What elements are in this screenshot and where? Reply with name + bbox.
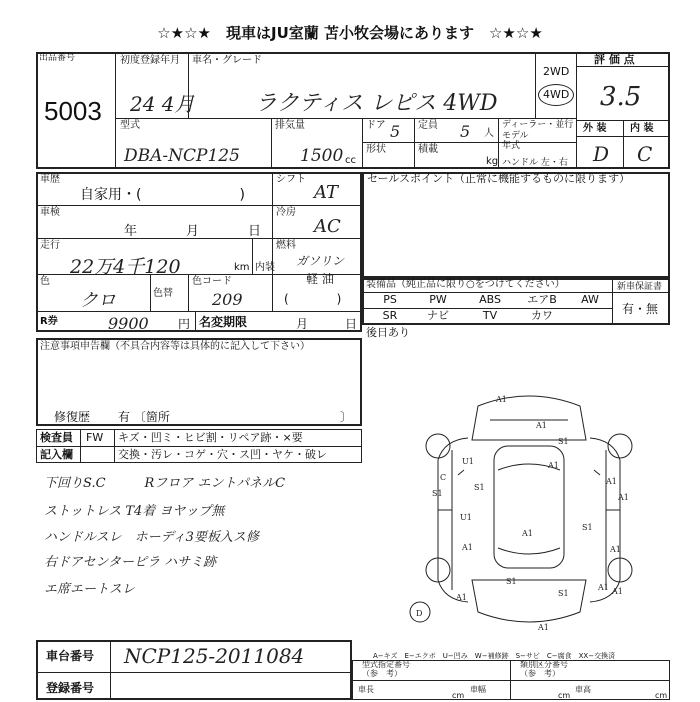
fuel-value: ガソリン bbox=[296, 254, 345, 268]
model-value: DBA-NCP125 bbox=[124, 146, 240, 166]
name-change-month: 月 bbox=[296, 317, 309, 331]
model-year-label: モデル 年式 bbox=[502, 131, 529, 151]
dims-unit-2: cm bbox=[558, 691, 571, 700]
inspection-year: 年 bbox=[124, 224, 138, 239]
divider bbox=[362, 142, 576, 143]
divider bbox=[36, 205, 362, 206]
divider bbox=[188, 274, 189, 311]
fuel-paren: ( ) bbox=[284, 292, 342, 306]
divider bbox=[352, 680, 670, 681]
color-label: 色 bbox=[40, 276, 50, 287]
rear-seat-label: 後日あり bbox=[366, 326, 410, 339]
repair-value: 有 〔箇所 bbox=[118, 410, 170, 424]
repair-label: 修復歴 bbox=[54, 410, 91, 424]
load-unit: kg bbox=[486, 156, 499, 167]
color-value: クロ bbox=[80, 290, 116, 311]
damage-mark: A1 bbox=[612, 587, 623, 596]
shift-value: AT bbox=[314, 182, 339, 203]
score-value: 3.5 bbox=[600, 82, 642, 112]
damage-mark: A1 bbox=[522, 529, 533, 538]
exterior-value: D bbox=[593, 142, 610, 166]
color-swap-label: 色替 bbox=[153, 288, 173, 299]
category-class-label: 類別区分番号 （参 考） bbox=[520, 660, 568, 678]
equip-tv: TV bbox=[482, 309, 498, 322]
damage-mark: A1 bbox=[462, 543, 473, 552]
damage-mark: A1 bbox=[536, 421, 547, 430]
mileage-value: 22万4千120 bbox=[70, 256, 181, 278]
repair-close: 〕 bbox=[340, 410, 353, 424]
inspection-label: 車検 bbox=[40, 207, 60, 218]
name-change-day: 日 bbox=[345, 317, 358, 331]
divider bbox=[362, 118, 363, 169]
damage-mark: C bbox=[440, 473, 447, 482]
inspection-month: 月 bbox=[186, 224, 200, 239]
inspector-label2: 記入欄 bbox=[40, 448, 73, 461]
divider bbox=[535, 52, 536, 118]
dealer-label: ディーラー・並行 bbox=[502, 120, 574, 130]
handle-label: ハンドル 左・右 bbox=[502, 158, 568, 168]
damage-mark: U1 bbox=[462, 457, 474, 466]
sales-box bbox=[362, 172, 670, 278]
inspector-legend1: キズ・凹ミ・ヒビ割・リペア跡・×要 bbox=[118, 431, 303, 444]
inspector-legend2: 交換・汚レ・コゲ・穴・ス凹・ヤケ・破レ bbox=[118, 448, 327, 461]
equipment-label: 装備品（純正品に限り○をつけてください） bbox=[366, 279, 565, 290]
damage-mark: S1 bbox=[474, 483, 485, 492]
reg-value: 24 4月 bbox=[130, 92, 195, 116]
name-label: 車名・グレード bbox=[192, 55, 262, 66]
warranty-value: 有・無 bbox=[622, 302, 659, 316]
recycle-value: 9900 bbox=[108, 314, 149, 333]
mileage-label: 走行 bbox=[40, 240, 60, 251]
divider bbox=[498, 118, 499, 169]
remark-line: 下回りS.C Rフロア エントパネルC bbox=[44, 476, 286, 491]
fuel-light: 軽 油 bbox=[306, 272, 334, 286]
drive-2wd: 2WD bbox=[543, 65, 570, 78]
displacement-unit: cc bbox=[345, 155, 356, 166]
divider bbox=[576, 66, 670, 67]
model-class-label: 型式指定番号 （参 考） bbox=[362, 660, 410, 678]
displacement-value: 1500 bbox=[300, 146, 344, 166]
diagram-legend: A−キズ E−エクボ U−凹み W−補修跡 S−サビ C−腐食 XX−交換済 bbox=[373, 652, 616, 660]
chassis-label: 車台番号 bbox=[46, 649, 95, 663]
divider bbox=[252, 238, 253, 274]
dims-unit-3: cm bbox=[655, 691, 668, 700]
damage-mark: S1 bbox=[558, 589, 569, 598]
name-change-label: 名変期限 bbox=[199, 315, 248, 329]
equip-sr: SR bbox=[382, 309, 398, 322]
load-label: 積載 bbox=[418, 144, 438, 155]
remark-line: エ席エートスレ bbox=[44, 582, 135, 597]
divider bbox=[576, 52, 577, 169]
damage-mark: A1 bbox=[598, 583, 609, 592]
mileage-meter: 内装 bbox=[255, 262, 275, 273]
damage-mark: A1 bbox=[496, 395, 507, 404]
remark-line: 右ドアセンターピラ ハサミ跡 bbox=[44, 555, 217, 570]
inspection-day: 日 bbox=[248, 224, 262, 239]
divider bbox=[36, 672, 352, 673]
displacement-label: 排気量 bbox=[275, 120, 305, 131]
door-label: ドア bbox=[366, 120, 386, 131]
divider bbox=[414, 118, 415, 169]
dims-unit-1: cm bbox=[452, 691, 465, 700]
interior-value: C bbox=[637, 142, 653, 166]
divider bbox=[80, 429, 81, 463]
history-value: 自家用・( ) bbox=[80, 187, 245, 203]
capacity-label: 定員 bbox=[418, 120, 438, 131]
equip-aw: AW bbox=[581, 293, 599, 306]
damage-mark: S1 bbox=[558, 437, 569, 446]
door-value: 5 bbox=[390, 122, 401, 141]
fuel-label: 燃料 bbox=[276, 240, 296, 251]
chassis-value: NCP125-2011084 bbox=[124, 644, 305, 668]
car-damage-diagram bbox=[398, 380, 660, 640]
inspector-label1: 検査員 bbox=[40, 431, 73, 444]
damage-mark: S1 bbox=[432, 489, 443, 498]
damage-mark: S1 bbox=[582, 523, 593, 532]
damage-mark: U1 bbox=[460, 513, 472, 522]
aircon-value: AC bbox=[314, 216, 341, 237]
reg-label: 初度登録年月 bbox=[120, 55, 180, 66]
recycle-label: R券 bbox=[40, 316, 58, 327]
drive-4wd: 4WD bbox=[543, 88, 570, 101]
damage-mark: D bbox=[416, 609, 423, 618]
inspector-fw: FW bbox=[86, 431, 104, 444]
model-label: 型式 bbox=[120, 120, 140, 131]
divider bbox=[150, 274, 151, 311]
capacity-unit: 人 bbox=[484, 128, 494, 139]
equip-navi: ナビ bbox=[427, 309, 449, 322]
divider bbox=[36, 446, 362, 447]
damage-mark: S1 bbox=[506, 577, 517, 586]
equip-ps: PS bbox=[383, 293, 397, 306]
interior-label: 内 装 bbox=[630, 123, 654, 134]
warranty-label: 新車保証書 bbox=[617, 282, 663, 292]
divider bbox=[114, 429, 115, 463]
damage-mark: A1 bbox=[538, 623, 549, 632]
divider bbox=[195, 311, 196, 332]
score-label: 評 価 点 bbox=[594, 53, 635, 66]
equip-abs: ABS bbox=[479, 293, 501, 306]
name-value: ラクティス レピス 4WD bbox=[255, 91, 498, 116]
divider bbox=[623, 120, 624, 169]
color-code: 209 bbox=[212, 290, 243, 309]
damage-mark: A1 bbox=[606, 477, 617, 486]
damage-mark: A1 bbox=[456, 593, 467, 602]
divider bbox=[110, 640, 111, 700]
dims-width: 車幅 bbox=[470, 685, 486, 694]
recycle-unit: 円 bbox=[178, 317, 191, 331]
damage-mark: A1 bbox=[618, 493, 629, 502]
damage-mark: A1 bbox=[610, 545, 621, 554]
regno-label: 登録番号 bbox=[46, 681, 95, 695]
page-title: ☆★☆★ 現車はJU室蘭 苫小牧会場にあります ☆★☆★ bbox=[157, 24, 543, 42]
shape-label: 形状 bbox=[366, 144, 386, 155]
lot-label: 出品番号 bbox=[39, 53, 76, 63]
history-label: 車歴 bbox=[40, 174, 60, 185]
divider bbox=[272, 172, 273, 311]
capacity-value: 5 bbox=[460, 122, 471, 141]
equip-leather: カワ bbox=[531, 309, 553, 322]
lot-number: 5003 bbox=[44, 96, 102, 126]
exterior-label: 外 装 bbox=[583, 123, 607, 134]
dims-height: 車高 bbox=[575, 685, 591, 694]
equip-pw: PW bbox=[429, 293, 447, 306]
shift-label: シフト bbox=[276, 174, 306, 185]
dims-length: 車長 bbox=[358, 685, 374, 694]
divider bbox=[612, 278, 613, 325]
sales-label: セールスポイント（正常に機能するものに限ります） bbox=[367, 172, 631, 185]
aircon-label: 冷房 bbox=[276, 207, 296, 218]
equip-airbag: エアB bbox=[527, 293, 557, 306]
notes-label: 注意事項申告欄（不具合内容等は具体的に記入して下さい） bbox=[40, 341, 310, 352]
mileage-unit: km bbox=[234, 262, 250, 273]
damage-mark: A1 bbox=[548, 461, 559, 470]
remark-line: ストットレス T4着 ヨヤップ無 bbox=[44, 504, 225, 519]
divider bbox=[271, 118, 272, 169]
remark-line: ハンドルスレ ホーディ3要板入ス修 bbox=[44, 530, 259, 545]
color-code-label: 色コード bbox=[192, 276, 232, 287]
